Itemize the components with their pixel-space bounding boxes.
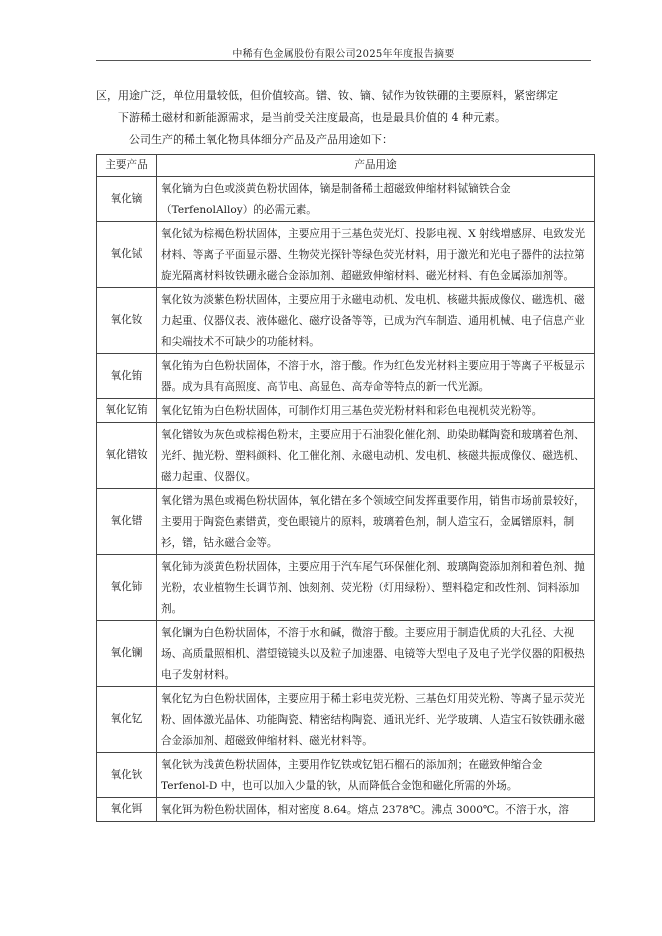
intro-text	[96, 85, 596, 151]
product-usage: 氧化钇铕为白色粉状固体，可制作灯用三基色荧光粉材料和彩色电视机荧光粉等。	[157, 399, 595, 423]
product-usage: 氧化铕为白色粉状固体，不溶于水，溶于酸。作为红色发光材料主要应用于等离子平板显示器。成为具有高照度、高节电、高显色、高寿命等特点的新一代光源。	[157, 354, 595, 399]
product-usage: 氧化钕为淡紫色粉状固体，主要应用于永磁电动机、发电机、核磁共振成像仪、磁选机、磁力起重、仪器仪表、液体磁化、磁疗设备等等，已成为汽车制造、通用机械、电子信息产业和尖端技术不可缺少的功能材料。	[157, 288, 595, 354]
table-row	[97, 489, 595, 555]
table-header-row	[97, 155, 595, 177]
product-usage: 氧化铽为棕褐色粉状固体，主要应用于三基色荧光灯、投影电视、X 射线增感屏、电致发光材料、等离子平面显示器、生物荧光探针等绿色荧光材料，用于激光和光电子器件的法拉第旋光隔离材料钕铁硼永磁合金添加剂、超磁致伸缩材料、磁光材料、有色金属添加剂等。	[157, 222, 595, 288]
product-usage: 氧化铒为粉色粉状固体，相对密度 8.64。熔点 2378℃。沸点 3000℃。不溶于水，溶	[157, 798, 595, 822]
product-name: 氧化铽	[97, 222, 157, 288]
intro-line-1: 区，用途广泛，单位用量较低，但价值较高。镨、钕、镝、铽作为钕铁硼的主要原料，紧密绑定	[96, 89, 558, 102]
product-name: 氧化镨钕	[97, 423, 157, 489]
table-row	[97, 798, 595, 822]
table-row	[97, 621, 595, 687]
product-name: 氧化铒	[97, 798, 157, 822]
product-name: 氧化钇	[97, 687, 157, 753]
table-row	[97, 753, 595, 798]
intro-line-3: 公司生产的稀土氧化物具体细分产品及产品用途如下：	[129, 133, 393, 146]
product-usage: 氧化钬为浅黄色粉状固体，主要用作钇铁或钇铝石榴石的添加剂；在磁致伸缩合金 Terfenol-D 中，也可以加入少量的钬，从而降低合金饱和磁化所需的外场。	[157, 753, 595, 798]
product-name: 氧化钬	[97, 753, 157, 798]
product-usage: 氧化钇为白色粉状固体，主要应用于稀土彩电荧光粉、三基色灯用荧光粉、等离子显示荧光粉、固体激光晶体、功能陶瓷、精密结构陶瓷、通讯光纤、光学玻璃、人造宝石钕铁硼永磁合金添加剂、超磁致伸缩材料、磁光材料等。	[157, 687, 595, 753]
table-row	[97, 177, 595, 222]
table-row	[97, 687, 595, 753]
intro-line-2: 下游稀土磁材和新能源需求，是当前受关注度最高，也是最具价值的 4 种元素。	[118, 111, 506, 124]
product-name: 氧化钕	[97, 288, 157, 354]
table-row	[97, 555, 595, 621]
product-name: 氧化铕	[97, 354, 157, 399]
product-usage: 氧化镨为黑色或褐色粉状固体，氧化镨在多个领域空间发挥重要作用，销售市场前景较好，主要用于陶瓷色素镨黄，变色眼镜片的原料，玻璃着色剂，制人造宝石，金属镨原料，制衫，镨，钴永磁合金等。	[157, 489, 595, 555]
product-usage: 氧化镧为白色粉状固体，不溶于水和碱，微溶于酸。主要应用于制造优质的大孔径、大视场、高质量照相机、潜望镜镜头以及粒子加速器、电镜等大型电子及电子光学仪器的阳极热电子发射材料。	[157, 621, 595, 687]
product-usage: 氧化镝为白色或淡黄色粉状固体，镝是制备稀土超磁致伸缩材料铽镝铁合金（TerfenolAlloy）的必需元素。	[157, 177, 595, 222]
table-row	[97, 288, 595, 354]
header-main-product: 主要产品	[97, 155, 157, 177]
product-table	[96, 154, 595, 822]
product-name: 氧化镨	[97, 489, 157, 555]
product-usage: 氧化镨钕为灰色或棕褐色粉末，主要应用于石油裂化催化剂、助染助鞣陶瓷和玻璃着色剂、光纤、抛光粉、塑料颜料、化工催化剂、永磁电动机、发电机、核磁共振成像仪、磁选机、磁力起重、仪器仪。	[157, 423, 595, 489]
table-row	[97, 222, 595, 288]
product-name: 氧化铈	[97, 555, 157, 621]
product-usage: 氧化铈为淡黄色粉状固体，主要应用于汽车尾气环保催化剂、玻璃陶瓷添加剂和着色剂、抛光粉，农业植物生长调节剂、蚀刻剂、荧光粉（灯用绿粉）、塑料稳定和改性剂、饲料添加剂。	[157, 555, 595, 621]
product-name: 氧化钇铕	[97, 399, 157, 423]
table-row	[97, 399, 595, 423]
header-product-usage: 产品用途	[157, 155, 595, 177]
report-header-title: 中稀有色金属股份有限公司2025年年度报告摘要	[232, 49, 455, 60]
product-name: 氧化镝	[97, 177, 157, 222]
table-row	[97, 354, 595, 399]
product-name: 氧化镧	[97, 621, 157, 687]
header-divider	[96, 60, 591, 61]
table-row	[97, 423, 595, 489]
